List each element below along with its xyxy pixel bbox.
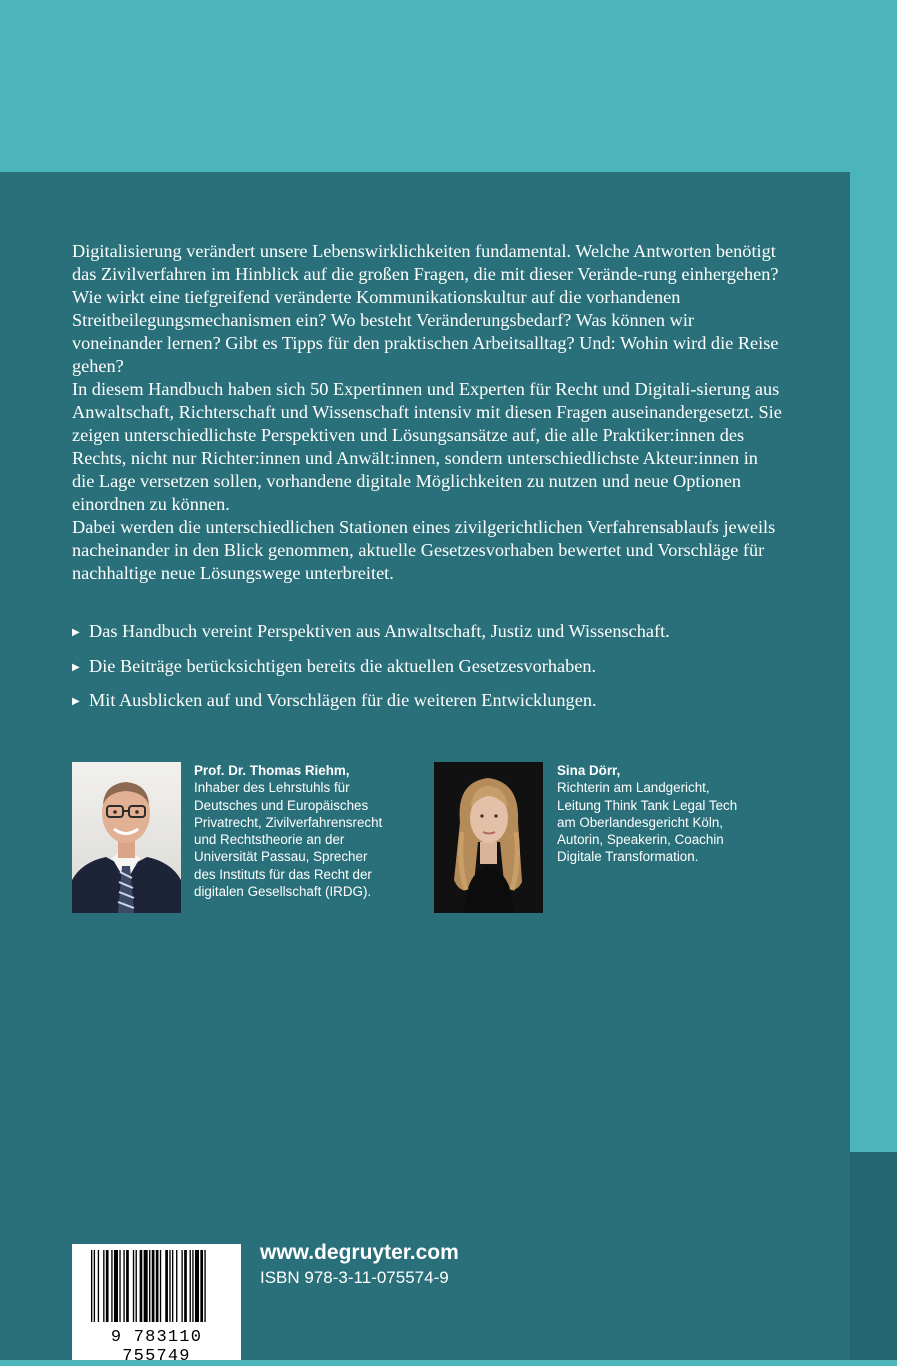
barcode-bar xyxy=(169,1250,170,1322)
author-bio-line: Deutsches und Europäisches xyxy=(194,797,369,813)
author-bio-doerr xyxy=(557,762,737,866)
barcode-bar xyxy=(103,1250,104,1322)
triangle-bullet-icon: ▶ xyxy=(72,696,80,707)
author-bio-line: Inhaber des Lehrstuhls für xyxy=(194,780,350,796)
barcode-bar xyxy=(160,1250,161,1322)
barcode-bar xyxy=(91,1250,92,1322)
author-bio-line: des Instituts für das Recht der xyxy=(194,866,372,882)
publisher-website[interactable]: www.degruyter.com xyxy=(260,1241,459,1264)
author-bio-line: Richterin am Landgericht, xyxy=(557,780,710,796)
bullet-text: Das Handbuch vereint Perspektiven aus Anwaltschaft, Justiz und Wissenschaft. xyxy=(89,621,670,641)
barcode-bar xyxy=(176,1250,177,1322)
barcode-bar xyxy=(184,1250,187,1322)
barcode-bar xyxy=(114,1250,118,1322)
barcode-digits: 9 783110 755749 xyxy=(110,1328,203,1366)
spine-shadow xyxy=(850,1152,897,1360)
barcode-bar xyxy=(200,1250,203,1322)
barcode-bar xyxy=(144,1250,148,1322)
blurb-paragraph: Digitalisierung verändert unsere Lebenswirklichkeiten fundamental. Welche Antworten benötigt das Zivilverfahren im Hinblick auf die großen Fragen, die mit dieser Verände-rung einhergehen? Wie wirkt eine tiefgreifend veränderte Kommunikationskultur auf die vorhandenen Streitbeilegungsmechanismen ein? Wo besteht Veränderungsbedarf? Was können wir voneinander lernen? Gibt es Tipps für den praktischen Arbeitsalltag? Und: Wohin wird die Reise gehen? xyxy=(72,241,779,376)
isbn-barcode xyxy=(72,1244,241,1366)
barcode-bars xyxy=(72,1244,241,1328)
bullet-text: Die Beiträge berücksichtigen bereits die aktuellen Gesetzesvorhaben. xyxy=(89,655,597,676)
author-name: Sina Dörr, xyxy=(557,763,621,778)
author-photo-doerr xyxy=(434,762,543,913)
bullet-list xyxy=(72,620,784,724)
barcode-bar xyxy=(136,1250,137,1322)
barcode-bar xyxy=(126,1250,129,1322)
barcode-bar xyxy=(204,1250,205,1322)
author-photo-riehm xyxy=(72,762,181,913)
author-bio-line: Universität Passau, Sprecher xyxy=(194,849,368,865)
blurb-paragraph: Dabei werden die unterschiedlichen Stationen eines zivilgerichtlichen Verfahrensablaufs jeweils nacheinander in den Blick genommen, aktuelle Gesetzesvorhaben bewertet und Vorschläge für nachhaltige neue Lösungswege unterbreitet. xyxy=(72,517,776,583)
bullet-item xyxy=(72,620,784,655)
author-bio-line: Leitung Think Tank Legal Tech xyxy=(557,797,738,813)
barcode-bar xyxy=(140,1250,143,1322)
barcode-bar xyxy=(165,1250,168,1322)
blurb-paragraph: In diesem Handbuch haben sich 50 Expertinnen und Experten für Recht und Digitali-sierung aus Anwaltschaft, Richterschaft und Wissenschaft intensiv mit diesen Fragen auseinandergesetzt. Sie zeigen unterschiedlichste Perspektiven und Lösungsansätze auf, die alle Praktiker:innen des Rechts, nicht nur Richter:innen und Anwält:innen, sondern unterschiedlichste Akteur:innen in die Lage versetzen sollen, vorhandene digitale Möglichkeiten zu nutzen und neue Optionen einordnen zu können. xyxy=(72,379,782,514)
author-bio-line: am Oberlandesgericht Köln, xyxy=(557,814,723,830)
author-bio-line: und Rechtstheorie an der xyxy=(194,832,345,848)
barcode-bar xyxy=(149,1250,150,1322)
barcode-bar xyxy=(192,1250,193,1322)
author-bio-line: digitalen Gesellschaft (IRDG). xyxy=(194,884,372,900)
barcode-bar xyxy=(156,1250,159,1322)
barcode-bar xyxy=(133,1250,134,1322)
barcode-bar xyxy=(190,1250,191,1322)
blurb-text xyxy=(72,240,784,585)
barcode-bar xyxy=(98,1250,99,1322)
barcode-bar xyxy=(181,1250,182,1322)
author-bio-line: Autorin, Speakerin, Coachin xyxy=(557,832,724,848)
isbn-number: ISBN 978-3-11-075574-9 xyxy=(260,1268,449,1287)
barcode-bar xyxy=(152,1250,155,1322)
bullet-item xyxy=(72,689,784,724)
barcode-bar xyxy=(106,1250,109,1322)
barcode-bar xyxy=(172,1250,173,1322)
triangle-bullet-icon: ▶ xyxy=(72,661,80,673)
author-bio-riehm xyxy=(194,762,382,900)
bullet-item xyxy=(72,655,784,690)
author-bio-line: Digitale Transformation. xyxy=(557,849,699,865)
bullet-text: Mit Ausblicken auf und Vorschlägen für die weiteren Entwicklungen. xyxy=(89,690,597,710)
author-name: Prof. Dr. Thomas Riehm, xyxy=(194,763,350,778)
barcode-bar xyxy=(123,1250,124,1322)
barcode-bar xyxy=(195,1250,199,1322)
triangle-bullet-icon: ▶ xyxy=(72,627,80,638)
barcode-bar xyxy=(111,1250,112,1322)
barcode-bar xyxy=(119,1250,120,1322)
author-bio-line: Privatrecht, Zivilverfahrensrecht xyxy=(194,814,383,830)
barcode-bar xyxy=(94,1250,95,1322)
